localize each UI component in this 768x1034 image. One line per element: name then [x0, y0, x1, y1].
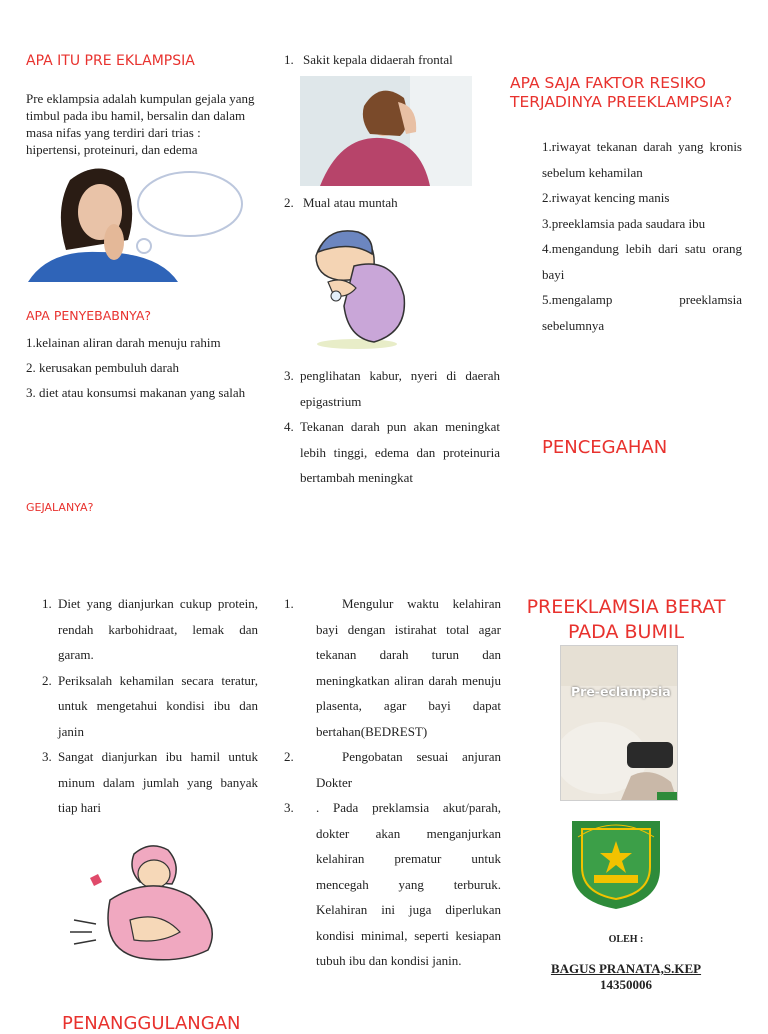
symptom-text: Tekanan darah pun akan meningkat lebih tinggi, edema dan proteinuria bertambah meningkat: [300, 419, 500, 485]
cause-item: 1.kelainan aliran darah menuju rahim: [26, 335, 221, 350]
symptom-text: penglihatan kabur, nyeri di daerah epigastrium: [300, 368, 500, 409]
prevention-item: [42, 744, 258, 821]
treatment-text: Pengobatan sesuai anjuran Dokter: [316, 749, 501, 790]
risk-item: 3.preeklamsia pada saudara ibu: [542, 215, 706, 231]
prevention-number: 2.: [42, 672, 52, 688]
treatment-number: 1.: [284, 596, 294, 611]
cause-item: 2. kerusakan pembuluh darah: [26, 360, 180, 375]
treatment-list: [284, 591, 501, 974]
symptom-text: Mual atau muntah: [303, 195, 398, 210]
pregnant-woman-cartoon-image: [60, 840, 224, 964]
symptom-item: [284, 195, 398, 211]
symptom-number: 2.: [284, 195, 294, 210]
prevention-item: [42, 668, 258, 745]
author-id: 14350006: [600, 977, 652, 992]
risk-item: 5.mengalamp preeklamsia sebelumnya: [542, 292, 742, 333]
risk-list: [542, 134, 742, 338]
causes-list: [26, 330, 258, 405]
nausea-cartoon-image: [304, 226, 410, 350]
treatment-item: [284, 591, 501, 744]
treatment-text: . Pada preklamsia akut/parah, dokter akan menganjurkan kelahiran prematur untuk mencegah yang terburuk. Kelahiran ini juga diperlukan kondisi minimal, seperti kesiapan tubuh ibu dan kondisi janin.: [316, 800, 501, 968]
heading-risk-factors: APA SAJA FAKTOR RESIKO TERJADINYA PREEKLAMPSIA?: [510, 74, 733, 111]
symptom-item: [284, 52, 453, 68]
prevention-text: Diet yang dianjurkan cukup protein, rendah karbohidraat, lemak dan garam.: [58, 596, 258, 662]
definition-text: Pre eklampsia adalah kumpulan gejala yang timbul pada ibu hamil, bersalin dan dalam masa nifas yang terdiri dari trias : hipertensi, proteinuri, dan edema: [26, 91, 255, 157]
prevention-number: 1.: [42, 596, 52, 611]
by-label: OLEH :: [608, 934, 644, 945]
prevention-item: [42, 591, 258, 668]
heading-what-is: APA ITU PRE EKLAMPSIA: [26, 53, 195, 69]
risk-item: 4.mengandung lebih dari satu orang bayi: [542, 241, 742, 282]
treatment-number: 3.: [284, 800, 294, 815]
heading-prevention: PENCEGAHAN: [542, 437, 668, 458]
symptom-item: [284, 414, 500, 491]
book-title: Pre-eclampsia: [571, 684, 671, 699]
risk-item: 1.riwayat tekanan darah yang kronis sebelum kehamilan: [542, 139, 742, 180]
university-logo: [558, 811, 674, 911]
treatment-text: Mengulur waktu kelahiran bayi dengan istirahat total agar tekanan darah turun dan meningkatkan aliran darah menuju plasenta, agar bayi dapat bertahan(BEDREST): [316, 596, 501, 739]
cause-item: 3. diet atau konsumsi makanan yang salah: [26, 385, 246, 400]
prevention-text: Periksalah kehamilan secara teratur, untuk mengetahui kondisi ibu dan janin: [58, 672, 258, 739]
treatment-item: [284, 795, 501, 974]
heading-causes: APA PENYEBABNYA?: [26, 308, 152, 323]
risk-item: 2.riwayat kencing manis: [542, 190, 670, 205]
prevention-number: 3.: [42, 749, 52, 764]
symptom-item: [284, 363, 500, 414]
prevention-text: Sangat dianjurkan ibu hamil untuk minum dalam jumlah yang banyak tiap hari: [58, 749, 258, 815]
prevention-list: [42, 591, 258, 821]
headache-woman-image: [300, 76, 472, 186]
heading-symptoms: GEJALANYA?: [26, 501, 94, 514]
symptom-text: Sakit kepala didaerah frontal: [303, 52, 453, 67]
heading-treatment: PENANGGULANGAN: [62, 1013, 241, 1034]
cover-title: PREEKLAMSIA BERAT PADA BUMIL: [526, 596, 726, 643]
author-name: BAGUS PRANATA,S.KEP: [550, 961, 702, 976]
treatment-number: 2.: [284, 749, 294, 764]
thinking-woman-image: [28, 160, 256, 282]
book-cover-image: [560, 645, 678, 801]
treatment-item: [284, 744, 501, 795]
symptoms-list: [284, 363, 500, 491]
symptom-number: 1.: [284, 52, 294, 67]
symptom-number: 4.: [284, 419, 294, 434]
symptom-number: 3.: [284, 368, 294, 383]
